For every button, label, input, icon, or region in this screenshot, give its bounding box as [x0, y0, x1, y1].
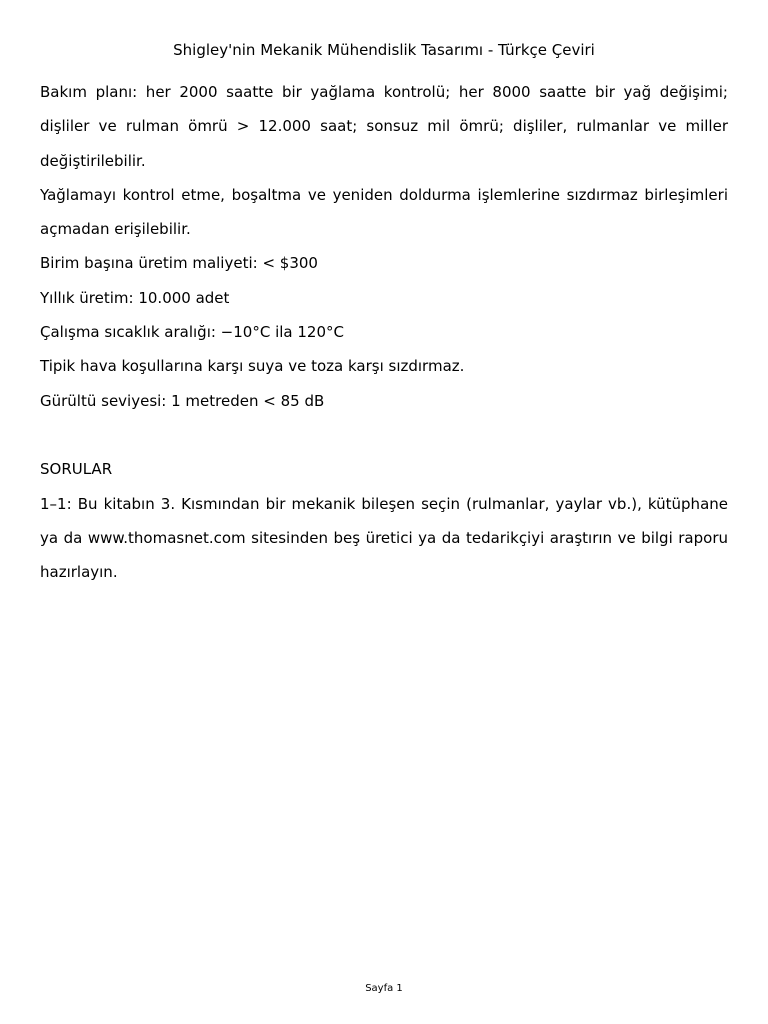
paragraph-maintenance-plan: Bakım planı: her 2000 saatte bir yağlama kontrolü; her 8000 saatte bir yağ değişimi; dişliler ve rulman ömrü > 12.000 saat; sonsuz mil ömrü; dişliler, rulmanlar ve miller değiştirilebilir.: [40, 83, 728, 170]
section-heading-questions: SORULAR: [40, 460, 113, 479]
paragraph-noise-level: Gürültü seviyesi: 1 metreden < 85 dB: [40, 391, 325, 410]
question-1-1: 1–1: Bu kitabın 3. Kısmından bir mekanik bileşen seçin (rulmanlar, yaylar vb.), kütüphane ya da www.thomasnet.com sitesinden beş üretici ya da tedarikçiyi araştırın ve bilgi raporu hazırlayın.: [40, 494, 728, 582]
document-header-title: Shigley'nin Mekanik Mühendislik Tasarımı - Türkçe Çeviri: [173, 41, 595, 59]
document-body: [40, 75, 728, 589]
paragraph-temperature-range: Çalışma sıcaklık aralığı: −10°C ila 120°C: [40, 323, 344, 342]
paragraph-lubrication-access: Yağlamayı kontrol etme, boşaltma ve yeniden doldurma işlemlerine sızdırmaz birleşimleri açmadan erişilebilir.: [40, 185, 728, 239]
paragraph-annual-production: Yıllık üretim: 10.000 adet: [40, 288, 230, 307]
blank-line: [40, 418, 728, 452]
paragraph-unit-cost: Birim başına üretim maliyeti: < $300: [40, 254, 318, 273]
paragraph-sealing: Tipik hava koşullarına karşı suya ve toza karşı sızdırmaz.: [40, 357, 465, 376]
page-number-footer: Sayfa 1: [365, 983, 403, 994]
